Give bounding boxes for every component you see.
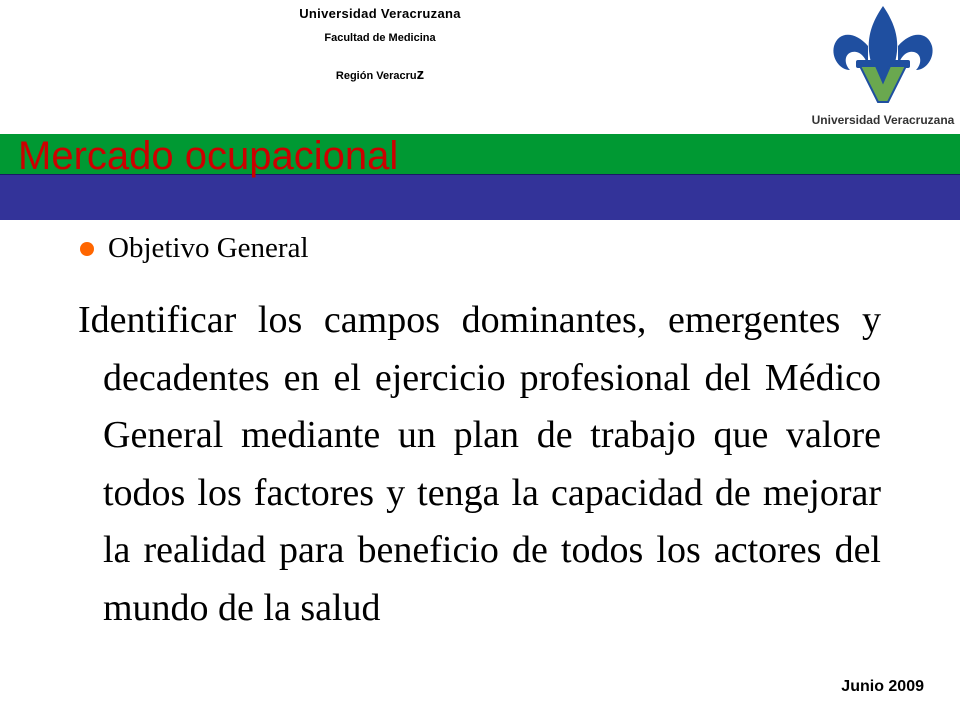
objective-paragraph: Identificar los campos dominantes, emergentes y decadentes en el ejercicio profesional del Médico General mediante un plan de trabajo que valore todos los factores y tenga la capacidad de mejorar la realidad para beneficio de todos los actores del mundo de la salud: [78, 299, 881, 629]
header-region: [0, 66, 760, 83]
bullet-label: Objetivo General: [108, 232, 309, 264]
header-faculty: Facultad de Medicina: [324, 32, 436, 44]
footer-date: Junio 2009: [841, 678, 924, 695]
header-region-text: Región Veracru: [335, 70, 417, 82]
bullet-item: [80, 232, 309, 265]
bullet-dot-icon: [80, 242, 94, 256]
header-university: Universidad Veracruzana: [299, 6, 461, 21]
title-band-blue: [0, 174, 960, 220]
header-region-last-letter: z: [416, 66, 425, 83]
slide-title: Mercado ocupacional: [18, 134, 399, 178]
logo-text: Universidad Veracruzana: [811, 113, 955, 127]
fleur-de-lis-icon: [806, 0, 960, 132]
university-logo: [806, 0, 960, 132]
